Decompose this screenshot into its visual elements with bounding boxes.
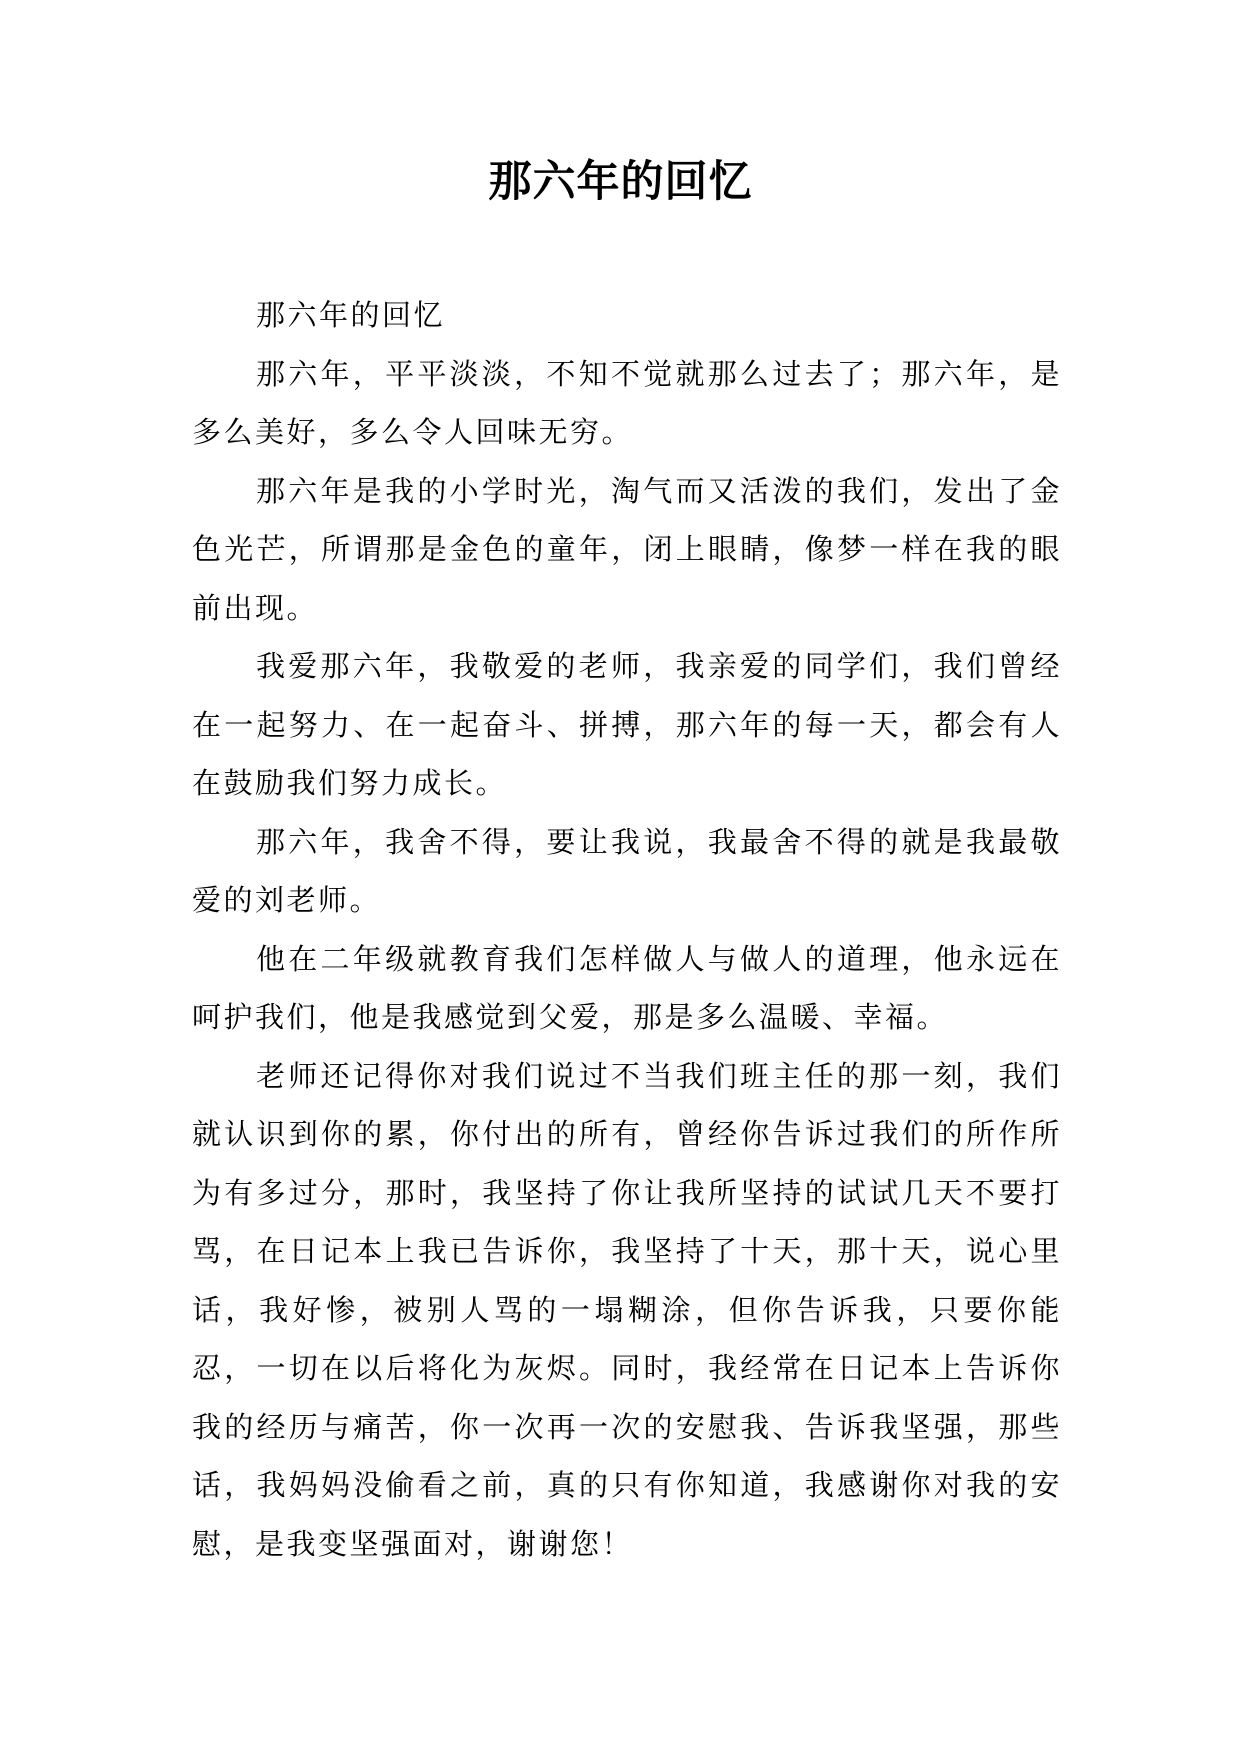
paragraph: 我爱那六年，我敬爱的老师，我亲爱的同学们，我们曾经在一起努力、在一起奋斗、拼搏，那六年的每一天，都会有人在鼓励我们努力成长。: [192, 649, 1062, 800]
paragraph: 他在二年级就教育我们怎样做人与做人的道理，他永远在呵护我们，他是我感觉到父爱，那是多么温暖、幸福。: [192, 941, 1062, 1034]
paragraph: 那六年，我舍不得，要让我说，我最舍不得的就是我最敬爱的刘老师。: [192, 824, 1062, 917]
paragraph-subtitle: 那六年的回忆: [256, 298, 446, 332]
document-body: [192, 286, 1062, 1573]
paragraph: 那六年，平平淡淡，不知不觉就那么过去了；那六年，是多么美好，多么令人回味无穷。: [192, 356, 1062, 449]
paragraph: 那六年是我的小学时光，淘气而又活泼的我们，发出了金色光芒，所谓那是金色的童年，闭上眼睛，像梦一样在我的眼前出现。: [192, 473, 1062, 625]
document-title: 那六年的回忆: [488, 157, 753, 207]
paragraph: 老师还记得你对我们说过不当我们班主任的那一刻，我们就认识到你的累，你付出的所有，曾经你告诉过我们的所作所为有多过分，那时，我坚持了你让我所坚持的试试几天不要打骂，在日记本上我已告诉你，我坚持了十天，那十天，说心里话，我好惨，被别人骂的一塌糊涂，但你告诉我，只要你能忍，一切在以后将化为灰烬。同时，我经常在日记本上告诉你我的经历与痛苦，你一次再一次的安慰我、告诉我坚强，那些话，我妈妈没偷看之前，真的只有你知道，我感谢你对我的安慰，是我变坚强面对，谢谢您！: [192, 1058, 1062, 1561]
